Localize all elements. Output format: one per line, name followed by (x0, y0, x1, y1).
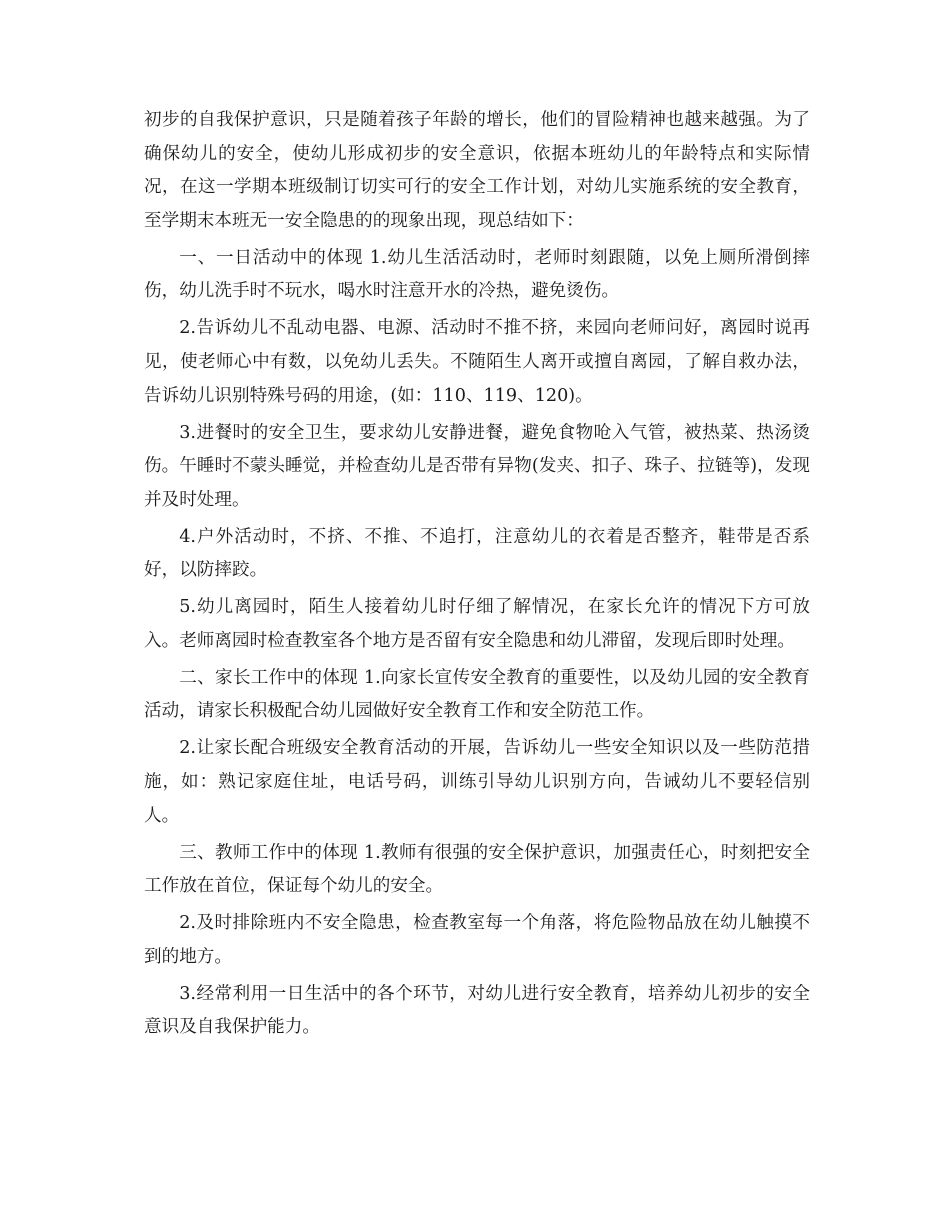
paragraph-departure-safety: 5.幼儿离园时，陌生人接着幼儿时仔细了解情况，在家长允许的情况下方可放入。老师离园时检查教室各个地方是否留有安全隐患和幼儿滞留，发现后即时处理。 (144, 597, 810, 651)
paragraph-daily-activities: 一、一日活动中的体现 1.幼儿生活活动时，老师时刻跟随，以免上厕所滑倒摔伤，幼儿洗手时不玩水，喝水时注意开水的冷热，避免烫伤。 (144, 247, 810, 302)
paragraph-meal-nap-safety: 3.进餐时的安全卫生，要求幼儿安静进餐，避免食物呛入气管，被热菜、热汤烫伤。午睡时不蒙头睡觉，并检查幼儿是否带有异物(发夹、扣子、珠子、拉链等)，发现并及时处理。 (144, 422, 810, 510)
paragraph-daily-education: 3.经常利用一日生活中的各个环节，对幼儿进行安全教育，培养幼儿初步的安全意识及自我保护能力。 (144, 983, 810, 1038)
paragraph-outdoor-activities: 4.户外活动时，不挤、不推、不追打，注意幼儿的衣着是否整齐，鞋带是否系好，以防摔跤。 (144, 526, 810, 581)
paragraph-parent-cooperation: 2.让家长配合班级安全教育活动的开展，告诉幼儿一些安全知识以及一些防范措施，如：熟记家庭住址，电话号码，训练引导幼儿识别方向，告诫幼儿不要轻信别人。 (144, 738, 810, 826)
document-body (144, 104, 810, 1045)
paragraph-intro-continuation: 初步的自我保护意识，只是随着孩子年龄的增长，他们的冒险精神也越来越强。为了确保幼儿的安全，使幼儿形成初步的安全意识，依据本班幼儿的年龄特点和实际情况，在这一学期本班级制订切实可行的安全工作计划，对幼儿实施系统的安全教育，至学期末本班无一安全隐患的的现象出现，现总结如下： (144, 110, 810, 231)
paragraph-parent-work: 二、家长工作中的体现 1.向家长宣传安全教育的重要性，以及幼儿园的安全教育活动，请家长积极配合幼儿园做好安全教育工作和安全防范工作。 (144, 667, 810, 722)
paragraph-teacher-work: 三、教师工作中的体现 1.教师有很强的安全保护意识，加强责任心，时刻把安全工作放在首位，保证每个幼儿的安全。 (144, 842, 810, 897)
paragraph-hazard-removal: 2.及时排除班内不安全隐患，检查教室每一个角落，将危险物品放在幼儿触摸不到的地方。 (144, 913, 810, 967)
paragraph-electrical-safety: 2.告诉幼儿不乱动电器、电源、活动时不推不挤，来园向老师问好，离园时说再见，使老师心中有数，以免幼儿丢失。不随陌生人离开或擅自离园，了解自救办法，告诉幼儿识别特殊号码的用途，(如：110、119、120)。 (144, 318, 810, 406)
